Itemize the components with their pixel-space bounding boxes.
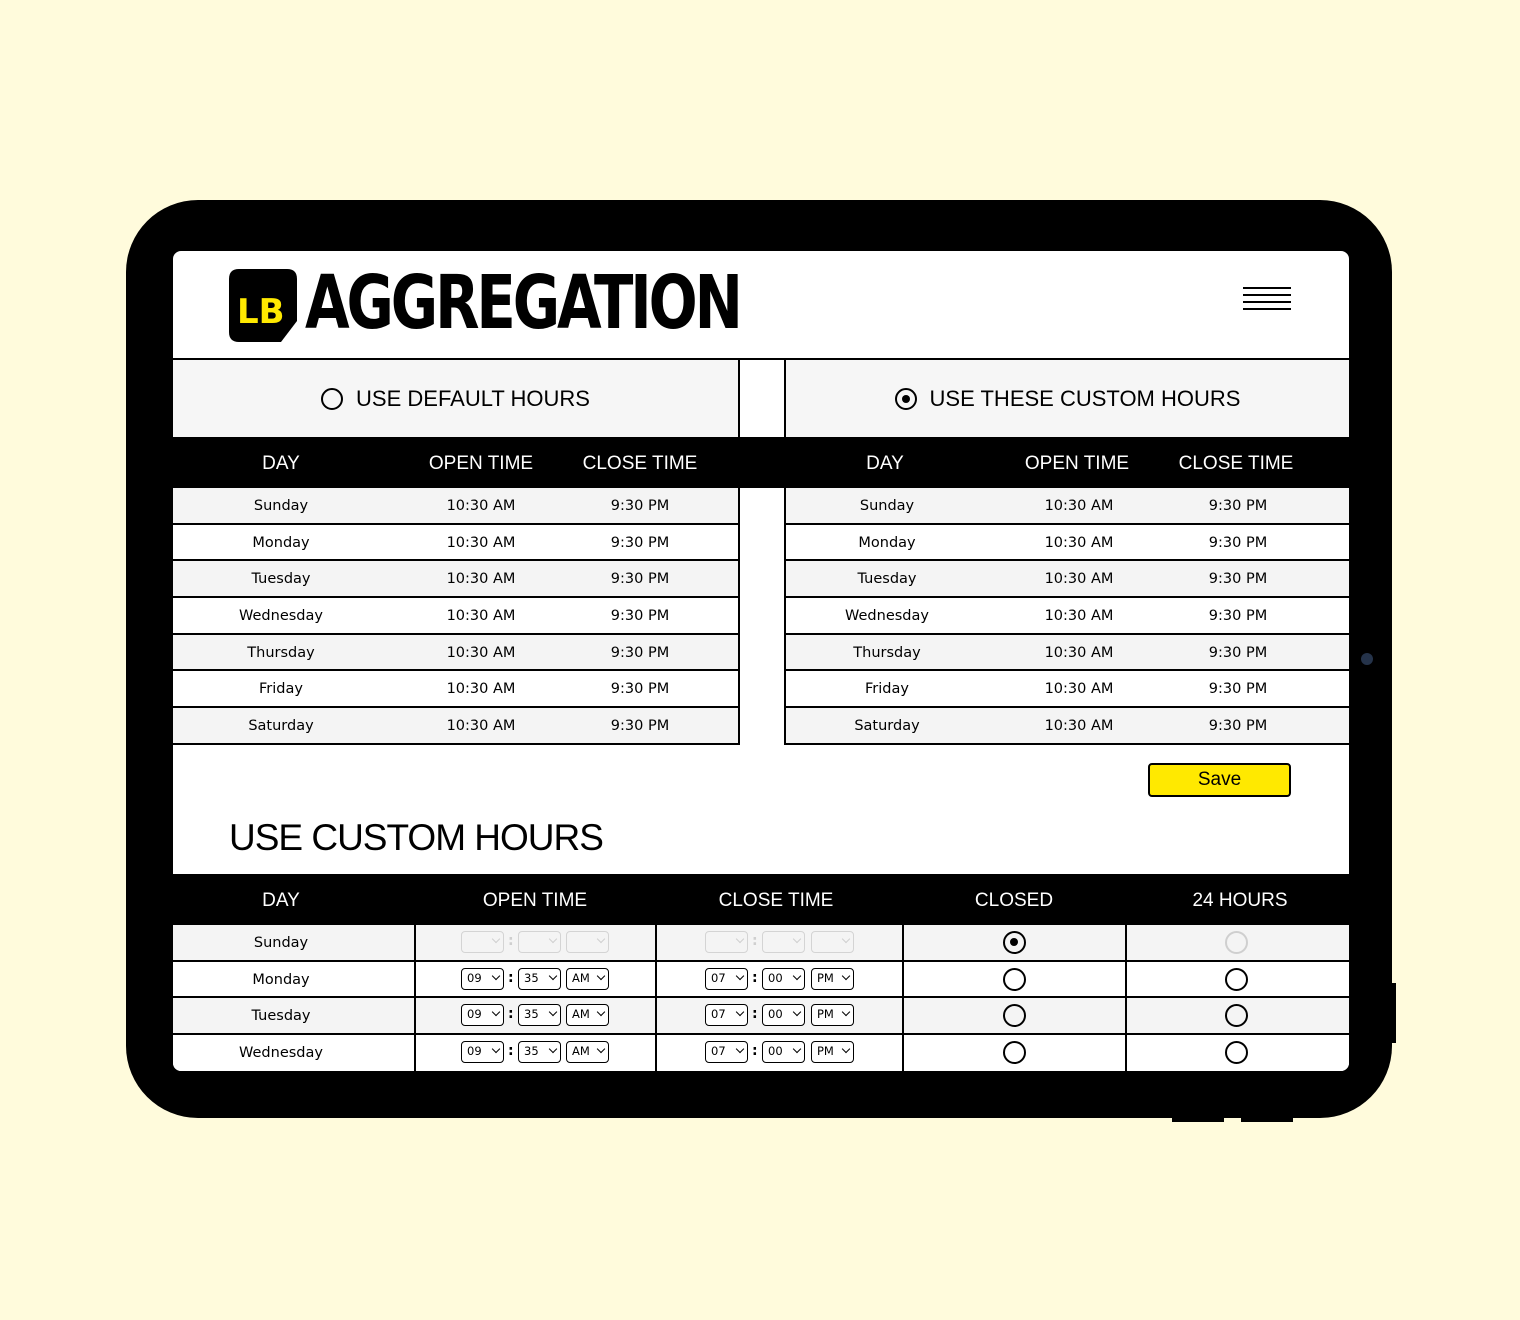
chevron-down-icon	[736, 935, 744, 943]
table-row	[786, 488, 1349, 525]
chevron-down-icon	[793, 1008, 801, 1016]
bottom-button-right	[1241, 1112, 1293, 1122]
default-hours-open-cell: 10:30 AM	[446, 571, 516, 588]
column-divider	[1125, 925, 1127, 960]
chevron-down-icon	[492, 971, 500, 979]
open-hour-select[interactable]	[461, 968, 504, 990]
editor-row	[173, 998, 1349, 1035]
time-separator: :	[508, 969, 514, 986]
editor-row	[173, 925, 1349, 962]
close-minute-select[interactable]	[762, 1041, 805, 1063]
custom-hours-open-cell: 10:30 AM	[1044, 681, 1114, 698]
chevron-down-icon	[842, 971, 850, 979]
default-hours-open-cell: 10:30 AM	[446, 644, 516, 661]
custom-hours-day-cell: Wednesday	[845, 608, 929, 625]
close-hour-select-value: 07	[711, 970, 726, 985]
side-button	[1388, 983, 1396, 1043]
close-minute-select-value: 00	[768, 970, 783, 985]
save-button[interactable]: Save	[1148, 763, 1291, 797]
chevron-down-icon	[793, 971, 801, 979]
open-minute-select[interactable]	[518, 1004, 561, 1026]
chevron-down-icon	[842, 1008, 850, 1016]
open-minute-select[interactable]	[518, 968, 561, 990]
hours-table-header	[173, 437, 1349, 488]
column-divider	[1125, 1035, 1127, 1072]
default-open-header: OPEN TIME	[428, 453, 534, 474]
time-separator: :	[508, 1006, 514, 1022]
custom-hours-close-cell: 9:30 PM	[1208, 681, 1268, 698]
close-hour-select[interactable]	[705, 968, 748, 990]
default-hours-label: USE DEFAULT HOURS	[356, 386, 590, 411]
default-hours-day-cell: Sunday	[253, 498, 309, 514]
chevron-down-icon	[842, 935, 850, 943]
column-divider	[655, 962, 657, 997]
custom-hours-day-cell: Tuesday	[857, 571, 917, 588]
custom-hours-open-cell: 10:30 AM	[1044, 718, 1114, 735]
close-hour-select[interactable]	[705, 1004, 748, 1026]
close-minute-select[interactable]	[762, 968, 805, 990]
default-hours-open-cell: 10:30 AM	[446, 718, 516, 735]
default-close-header: CLOSE TIME	[582, 453, 698, 474]
custom-hours-open-cell: 10:30 AM	[1044, 644, 1114, 661]
open-hour-select-value: 09	[467, 970, 482, 985]
h24-radio[interactable]	[1225, 968, 1248, 991]
open-ampm-select-value: AM	[572, 1043, 590, 1058]
time-separator: :	[752, 1006, 758, 1022]
default-hours-day-cell: Thursday	[247, 644, 315, 661]
open-ampm-select[interactable]	[566, 1041, 609, 1063]
logo-mark-text: LB	[237, 292, 285, 332]
editor-day-header: DAY	[262, 890, 300, 911]
open-hour-select[interactable]	[461, 1004, 504, 1026]
custom-close-header: CLOSE TIME	[1178, 453, 1294, 474]
open-hour-select[interactable]	[461, 1041, 504, 1063]
editor-day-cell: Tuesday	[251, 1008, 311, 1024]
table-row	[786, 598, 1349, 635]
open-ampm-select[interactable]	[566, 1004, 609, 1026]
chevron-down-icon	[492, 1008, 500, 1016]
default-hours-table	[173, 488, 740, 745]
h24-radio-icon[interactable]	[1225, 931, 1248, 954]
default-hours-close-cell: 9:30 PM	[610, 681, 670, 698]
open-hour-select-value: 09	[467, 1043, 482, 1058]
column-divider	[902, 925, 904, 960]
open-minute-select[interactable]	[518, 1041, 561, 1063]
custom-hours-radio-icon[interactable]	[895, 388, 917, 410]
chevron-down-icon	[597, 1044, 605, 1052]
time-separator: :	[508, 1042, 514, 1059]
app-header	[173, 251, 1349, 360]
chevron-down-icon	[736, 1008, 744, 1016]
custom-hours-open-cell: 10:30 AM	[1044, 498, 1114, 514]
default-hours-day-cell: Tuesday	[251, 571, 311, 588]
close-hour-select-value: 07	[711, 1043, 726, 1058]
editor-day-cell: Monday	[252, 971, 310, 988]
open-ampm-select[interactable]	[566, 968, 609, 990]
editor-day-cell: Sunday	[253, 935, 309, 951]
default-hours-close-cell: 9:30 PM	[610, 608, 670, 625]
h24-radio-icon[interactable]	[1225, 968, 1248, 991]
screen	[173, 251, 1349, 1071]
app-title: AGGREGATION	[305, 260, 740, 346]
custom-hours-close-cell: 9:30 PM	[1208, 644, 1268, 661]
editor-day-cell: Wednesday	[239, 1044, 323, 1061]
column-divider	[414, 998, 416, 1033]
default-day-header: DAY	[262, 453, 300, 474]
chevron-down-icon	[549, 1008, 557, 1016]
closed-radio[interactable]	[1003, 1041, 1026, 1064]
table-row	[173, 525, 738, 562]
column-divider	[414, 1035, 416, 1072]
editor-24hours-header: 24 HOURS	[1192, 890, 1288, 911]
open-minute-select-value: 35	[524, 1043, 539, 1058]
close-minute-select[interactable]	[762, 1004, 805, 1026]
chevron-down-icon	[549, 1044, 557, 1052]
editor-close-header: CLOSE TIME	[718, 890, 834, 911]
custom-hours-day-cell: Saturday	[854, 718, 920, 735]
h24-radio[interactable]	[1225, 931, 1248, 954]
open-ampm-select-value: AM	[572, 1007, 590, 1021]
open-ampm-select-value: AM	[572, 970, 590, 985]
closed-radio-icon[interactable]	[1003, 931, 1026, 954]
closed-radio[interactable]	[1003, 968, 1026, 991]
editor-closed-header: CLOSED	[974, 890, 1054, 911]
use-default-hours-option[interactable]	[173, 360, 740, 438]
column-divider	[655, 925, 657, 960]
table-row	[786, 671, 1349, 708]
open-minute-select-value: 35	[524, 970, 539, 985]
table-row	[173, 488, 738, 525]
default-hours-open-cell: 10:30 AM	[446, 534, 516, 551]
table-row	[173, 671, 738, 708]
time-separator: :	[752, 1042, 758, 1059]
column-divider	[902, 998, 904, 1033]
chevron-down-icon	[736, 971, 744, 979]
column-divider	[655, 1035, 657, 1072]
time-separator: :	[752, 969, 758, 986]
chevron-down-icon	[597, 1008, 605, 1016]
close-minute-select[interactable]	[762, 931, 805, 953]
column-divider	[414, 925, 416, 960]
default-hours-close-cell: 9:30 PM	[610, 498, 670, 514]
chevron-down-icon	[597, 971, 605, 979]
custom-hours-open-cell: 10:30 AM	[1044, 608, 1114, 625]
custom-hours-close-cell: 9:30 PM	[1208, 718, 1268, 735]
closed-radio-icon[interactable]	[1003, 1041, 1026, 1064]
chevron-down-icon	[842, 1044, 850, 1052]
open-hour-select[interactable]	[461, 931, 504, 953]
custom-hours-day-cell: Sunday	[859, 498, 915, 514]
chevron-down-icon	[492, 1044, 500, 1052]
close-ampm-select[interactable]	[811, 1041, 854, 1063]
close-hour-select[interactable]	[705, 1041, 748, 1063]
open-ampm-select[interactable]	[566, 931, 609, 953]
open-minute-select-value: 35	[524, 1007, 539, 1021]
chevron-down-icon	[736, 1044, 744, 1052]
open-hour-select-value: 09	[467, 1007, 482, 1021]
table-row	[786, 561, 1349, 598]
custom-hours-day-cell: Monday	[858, 534, 916, 551]
close-ampm-select-value: PM	[817, 1043, 834, 1058]
default-hours-day-cell: Monday	[252, 534, 310, 551]
default-hours-open-cell: 10:30 AM	[446, 681, 516, 698]
custom-day-header: DAY	[866, 453, 904, 474]
close-minute-select-value: 00	[768, 1007, 783, 1021]
custom-hours-open-cell: 10:30 AM	[1044, 534, 1114, 551]
close-hour-select-value: 07	[711, 1007, 726, 1021]
column-divider	[1125, 962, 1127, 997]
custom-hours-close-cell: 9:30 PM	[1208, 571, 1268, 588]
h24-radio[interactable]	[1225, 1004, 1248, 1027]
table-row	[173, 708, 738, 745]
custom-hours-table	[784, 488, 1349, 745]
table-row	[786, 635, 1349, 672]
close-hour-select[interactable]	[705, 931, 748, 953]
close-ampm-select[interactable]	[811, 1004, 854, 1026]
default-hours-close-cell: 9:30 PM	[610, 644, 670, 661]
chevron-down-icon	[597, 935, 605, 943]
custom-hours-section-title: USE CUSTOM HOURS	[229, 817, 603, 858]
time-separator: :	[508, 933, 514, 949]
column-divider	[1125, 998, 1127, 1033]
time-separator: :	[752, 933, 758, 949]
default-hours-open-cell: 10:30 AM	[446, 498, 516, 514]
column-divider	[414, 962, 416, 997]
column-divider	[655, 998, 657, 1033]
custom-hours-editor-header	[173, 874, 1349, 925]
table-row	[786, 708, 1349, 745]
open-minute-select[interactable]	[518, 931, 561, 953]
h24-radio[interactable]	[1225, 1041, 1248, 1064]
default-hours-close-cell: 9:30 PM	[610, 571, 670, 588]
default-hours-open-cell: 10:30 AM	[446, 608, 516, 625]
custom-hours-open-cell: 10:30 AM	[1044, 571, 1114, 588]
editor-open-header: OPEN TIME	[482, 890, 588, 911]
close-ampm-select-value: PM	[817, 1007, 834, 1021]
chevron-down-icon	[492, 935, 500, 943]
editor-row	[173, 1035, 1349, 1072]
custom-open-header: OPEN TIME	[1024, 453, 1130, 474]
h24-radio-icon[interactable]	[1225, 1004, 1248, 1027]
closed-radio[interactable]	[1003, 1004, 1026, 1027]
default-hours-day-cell: Wednesday	[239, 608, 323, 625]
chevron-down-icon	[793, 1044, 801, 1052]
hamburger-menu-icon[interactable]	[1243, 287, 1291, 319]
default-hours-close-cell: 9:30 PM	[610, 534, 670, 551]
chevron-down-icon	[549, 971, 557, 979]
default-hours-day-cell: Friday	[259, 681, 303, 698]
use-custom-hours-option[interactable]	[784, 360, 1349, 438]
custom-hours-label: USE THESE CUSTOM HOURS	[929, 386, 1241, 411]
custom-hours-day-cell: Friday	[865, 681, 909, 698]
table-row	[786, 525, 1349, 562]
close-minute-select-value: 00	[768, 1043, 783, 1058]
table-row	[173, 561, 738, 598]
default-hours-day-cell: Saturday	[248, 718, 314, 735]
column-divider	[902, 1035, 904, 1072]
custom-hours-close-cell: 9:30 PM	[1208, 534, 1268, 551]
close-ampm-select[interactable]	[811, 931, 854, 953]
h24-radio-icon[interactable]	[1225, 1041, 1248, 1064]
custom-hours-close-cell: 9:30 PM	[1208, 498, 1268, 514]
closed-radio[interactable]	[1003, 931, 1026, 954]
custom-hours-day-cell: Thursday	[853, 644, 921, 661]
bottom-button-left	[1172, 1112, 1224, 1122]
camera-dot	[1361, 653, 1373, 665]
custom-hours-editor-table	[173, 925, 1349, 1071]
table-row	[173, 635, 738, 672]
closed-radio-icon[interactable]	[1003, 1004, 1026, 1027]
table-row	[173, 598, 738, 635]
chevron-down-icon	[793, 935, 801, 943]
editor-row	[173, 962, 1349, 999]
custom-hours-close-cell: 9:30 PM	[1208, 608, 1268, 625]
default-hours-radio-icon[interactable]	[321, 388, 343, 410]
close-ampm-select-value: PM	[817, 970, 834, 985]
closed-radio-icon[interactable]	[1003, 968, 1026, 991]
column-divider	[902, 962, 904, 997]
default-hours-close-cell: 9:30 PM	[610, 718, 670, 735]
logo-badge	[229, 269, 297, 342]
chevron-down-icon	[549, 935, 557, 943]
close-ampm-select[interactable]	[811, 968, 854, 990]
